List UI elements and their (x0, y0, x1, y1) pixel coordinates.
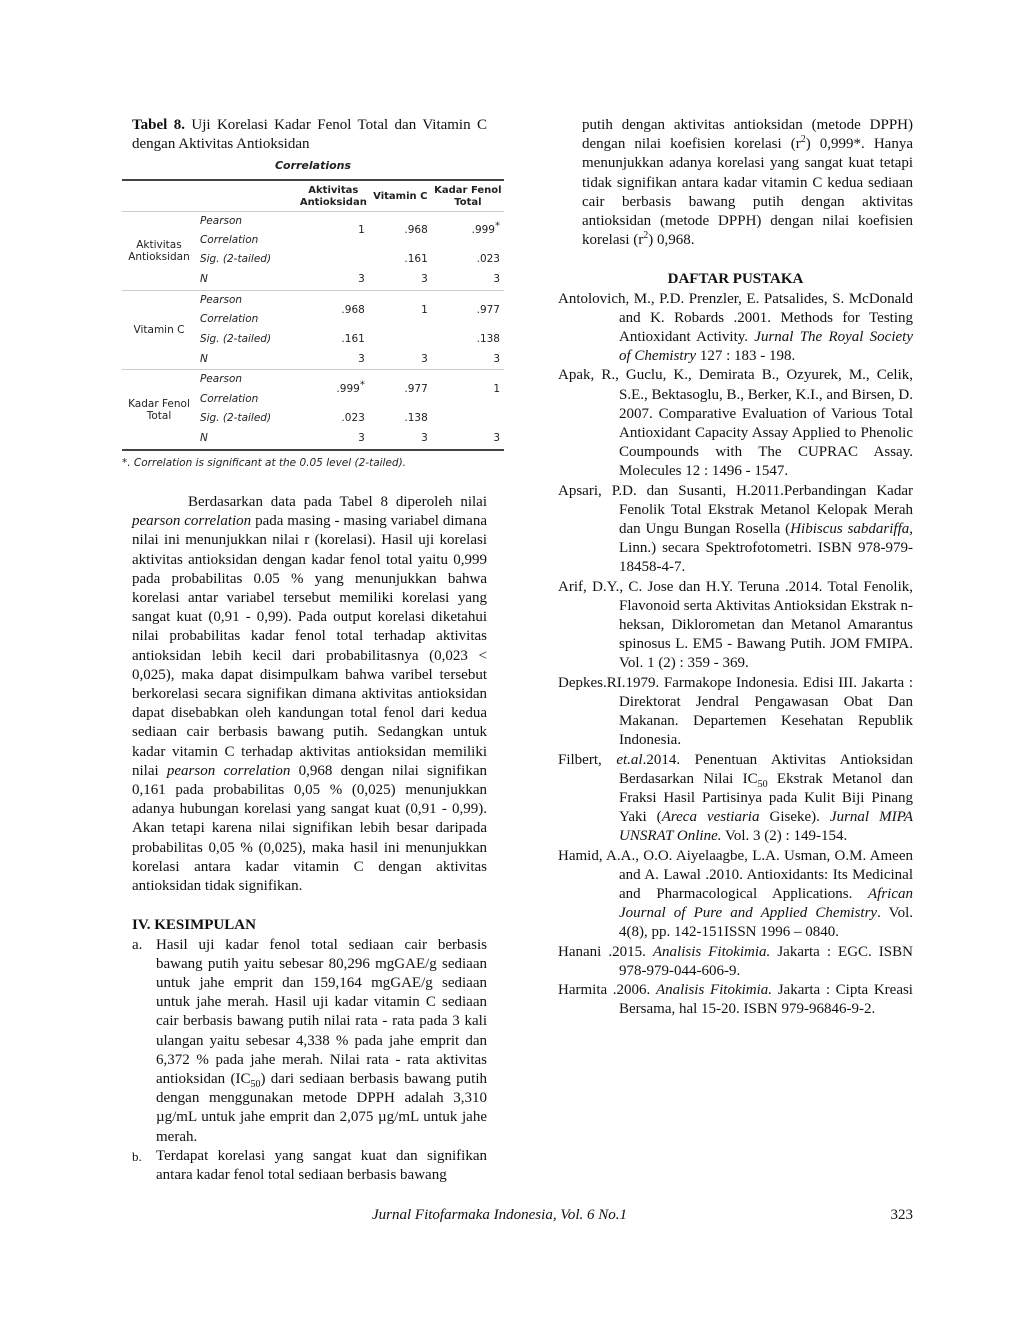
row-group-label: Vitamin C (122, 291, 196, 370)
table-cell: .023 (341, 412, 365, 425)
list-marker: b. (132, 1148, 142, 1164)
row-group-label: Kadar Fenol Total (122, 370, 196, 450)
table-cell: .977 (432, 291, 504, 330)
table-cell: .138 (476, 332, 500, 345)
table-row (122, 211, 504, 250)
reference-entry: Hanani .2015. Analisis Fitokimia. Jakarta : EGC. ISBN 978-979-044-606-9. (558, 943, 913, 979)
list-marker: a. (132, 936, 143, 953)
correlation-table (122, 156, 504, 473)
body-paragraph: Berdasarkan data pada Tabel 8 diperoleh nilai pearson correlation pada masing - masing variabel dimana nilai ini menunjukkan nilai r (korelasi). Hasil uji korelasi aktivitas antioksidan dengan kadar fenol total yaitu 0,999 pada probabilitas 0.05 % yang menunjukkan bahwa korelasi antar variabel tersebut memiliki korelasi yang sangat kuat (0,91 - 0,99). Pada output korelasi diketahui nilai probabilitas kadar fenol total terhadap aktivitas antioksidan lebih kecil dari probabilitasnya (0,023 < 0,025), maka dapat disimpulkam bahwa varibel tersebut berkorelasi secara signifikan dimana aktivitas antioksidan dapat disebabkan oleh kandungan total fenol dari kedua sediaan cair berbasis bawang putih. Sedangkan untuk kadar vitamin C terhadap aktivitas antioksidan memiliki nilai pearson correlation 0,968 dengan nilai signifikan 0,161 pada probabilitas 0,05 % (0,025) menunjukkan adanya hubungan korelasi yang sangat kuat (0,91 - 0,99). Akan tetapi karena nilai signifikan lebih besar daripada probabilitas 0,05 % (0,025), maka hasil ini menunjukkan korelasi antara kadar vitamin C dengan aktivitas antioksidan tidak signifikan. (132, 494, 487, 895)
table-cell: 1 (369, 291, 432, 330)
reference-entry: Apsari, P.D. dan Susanti, H.2011.Perbandingan Kadar Fenolik Total Ekstrak Metanol Kelopak Merah dan Ungu Bungan Rosella (Hibiscus sabdariffa, Linn.) secara Spektrofotometri. ISBN 978-979-18458-4-7. (558, 482, 913, 576)
list-item-text: Hasil uji kadar fenol total sediaan cair berbasis bawang putih yaitu sebesar 80,296 mgGAE/g sediaan untuk jahe emprit dan 159,164 mgGAE/g sediaan untuk jahe merah. Hasil uji kadar vitamin C sediaan cair berbasis bawang putih nilai rata - rata pada 3 kali ulangan yaitu sebesar 4,338 % pada jahe emprit dan 6,372 % pada jahe merah. Nilai rata - rata aktivitas antioksidan $(IC_{50})$ dari sediaan berbasis bawang putih dengan menggunakan metode DPPH adalah 3,310 µg/mL untuk jahe emprit dan 2,075 µg/mL untuk jahe merah. (156, 936, 487, 1145)
reference-entry: Hamid, A.A., O.O. Aiyelaagbe, L.A. Usman, O.M. Ameen and A. Lawal .2010. Antioxidants: Its Medicinal and Pharmacological Applications. African Journal of Pure and Applied Chemistry. Vol. 4(8), pp. 142-151ISSN 1996 – 0840. (558, 847, 913, 941)
table-cell (369, 329, 432, 349)
table-cell: 3 (358, 432, 365, 445)
list-item (132, 936, 487, 1147)
table-cell: .138 (404, 412, 428, 425)
table-row (122, 291, 504, 330)
right-column (558, 116, 913, 1019)
reference-entry: Harmita .2006. Analisis Fitokimia. Jakarta : Cipta Kreasi Bersama, hal 15-20. ISBN 979-96846-9-2. (558, 981, 913, 1018)
reference-entry: Apak, R., Guclu, K., Demirata B., Ozyurek, M., Celik, S.E., Bektasoglu, B., Berker, K.I., and Birsen, D. 2007. Comparative Evaluation of Various Total Antioxidant Capacity Assay Applied to Phenolic Coumpounds with The CUPRAC Assay. Molecules 12 : 1496 - 1547. (558, 367, 913, 480)
table-cell: 3 (421, 352, 428, 365)
table-caption-text: Uji Korelasi Kadar Fenol Total dan Vitamin C dengan Aktivitas Antioksidan (132, 117, 488, 153)
stat-label: Pearson Correlation (196, 211, 298, 250)
page-number: 323 (890, 1207, 913, 1223)
table-cell: .968 (298, 291, 369, 330)
correlation-table-title: Correlations (274, 159, 352, 173)
stat-label: Pearson Correlation (196, 370, 298, 409)
left-column (122, 116, 502, 1185)
col-header: Aktivitas Antioksidan (299, 184, 367, 208)
table-cell: 3 (493, 352, 500, 365)
stat-label: Sig. (2-tailed) (199, 412, 272, 425)
table-cell: .999* (298, 370, 369, 409)
section-heading: IV. KESIMPULAN (132, 917, 256, 934)
stat-label: N (199, 273, 208, 286)
col-header: Kadar Fenol Total (434, 184, 502, 208)
table-footnote: *. Correlation is significant at the 0.05 level (2-tailed). (122, 456, 407, 469)
journal-name: Jurnal Fitofarmaka Indonesia, Vol. 6 No.1 (372, 1207, 627, 1223)
table-cell: 3 (358, 352, 365, 365)
reference-entry: Filbert, et.al.2014. Penentuan Aktivitas Antioksidan Berdasarkan Nilai $IC_{50}$ Ekstrak Metanol dan Fraksi Hasil Partisinya pada Kulit Biji Pinang Yaki (Areca vestiaria Giseke). Jurnal MIPA UNSRAT Online. Vol. 3 (2) : 149-154. (558, 751, 914, 845)
stat-label: N (199, 432, 208, 445)
table-cell: 3 (493, 273, 500, 286)
references-heading: DAFTAR PUSTAKA (667, 271, 804, 288)
stat-label: N (199, 352, 208, 365)
stat-label: Sig. (2-tailed) (199, 253, 272, 266)
table-cell: .999* (432, 211, 504, 250)
stat-label: Sig. (2-tailed) (199, 332, 272, 345)
table-cell (298, 250, 369, 270)
table-row (122, 370, 504, 409)
row-group-label: Aktivitas Antioksidan (122, 211, 196, 290)
table-cell: .968 (369, 211, 432, 250)
table-header-row (122, 180, 504, 212)
table-caption (132, 116, 487, 154)
table-cell (432, 409, 504, 429)
table-cell: .161 (404, 253, 428, 266)
list-item-text: Terdapat korelasi yang sangat kuat dan signifikan antara kadar fenol total sediaan berbasis bawang (156, 1147, 487, 1183)
table-cell: 3 (358, 273, 365, 286)
table-cell: .161 (341, 332, 365, 345)
col-header: Vitamin C (373, 190, 428, 202)
stat-label: Pearson Correlation (196, 291, 298, 330)
table-cell: .977 (369, 370, 432, 409)
reference-entry: Antolovich, M., P.D. Prenzler, E. Patsalides, S. McDonald and K. Robards .2001. Methods for Testing Antioxidant Activity. Jurnal The Royal Society of Chemistry 127 : 183 - 198. (558, 290, 913, 365)
reference-entry: Depkes.RI.1979. Farmakope Indonesia. Edisi III. Jakarta : Direktorat Jendral Pengawasan Obat Dan Makanan. Departemen Kesehatan Republik Indonesia. (558, 674, 913, 749)
table-cell: 1 (432, 370, 504, 409)
table-cell: 3 (421, 273, 428, 286)
table-caption-label: Tabel 8. (132, 117, 185, 133)
continued-paragraph: putih dengan aktivitas antioksidan (metode DPPH) dengan nilai koefisien korelasi $(r^2)$ 0,999*. Hanya menunjukkan adanya korelasi yang sangat kuat tetapi tidak signifikan antara kadar vitamin C kedua sediaan cair berbasis bawang putih dengan aktivitas antioksidan (metode DPPH) dengan nilai koefisien korelasi $(r^2)$ 0,968. (582, 117, 913, 249)
reference-entry: Arif, D.Y., C. Jose dan H.Y. Teruna .2014. Total Fenolik, Flavonoid serta Aktivitas Antioksidan Ekstrak n-heksan, Diklorometan dan Metanol Amarantus spinosus L. EM5 - Bawang Putih. JOM FMIPA. Vol. 1 (2) : 359 - 369. (558, 578, 913, 672)
table-cell: 3 (421, 432, 428, 445)
list-item (132, 1147, 487, 1185)
table-cell: .023 (476, 253, 500, 266)
table-cell: 1 (298, 211, 369, 250)
table-cell: 3 (493, 432, 500, 445)
correlation-grid (122, 179, 504, 451)
